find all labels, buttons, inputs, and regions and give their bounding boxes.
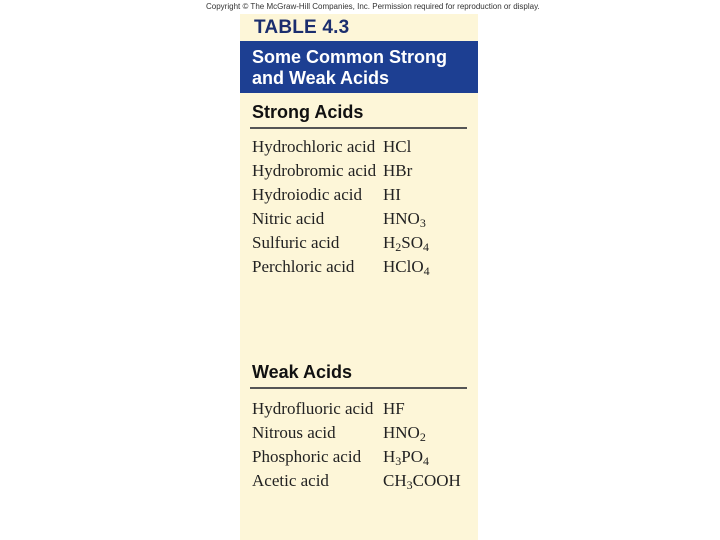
acid-formula: HClO$_4$	[383, 257, 430, 278]
acid-name: Perchloric acid	[252, 257, 355, 276]
copyright-notice: Copyright © The McGraw-Hill Companies, Inc. Permission required for reproduction or display.	[206, 2, 540, 11]
acid-formula: $H_2SO_4$	[383, 233, 430, 254]
acid-name: Acetic acid	[252, 471, 329, 490]
acid-formula: HI	[383, 185, 401, 204]
table-title: Some Common Strong and Weak Acids	[252, 47, 448, 88]
strong-acids-rule	[250, 127, 467, 129]
weak-acids-rule	[250, 387, 467, 389]
table-row	[252, 422, 472, 444]
acid-name: Hydrobromic acid	[252, 161, 377, 180]
acid-formula: HF	[383, 399, 405, 418]
strong-acids-heading: Strong Acids	[252, 102, 364, 122]
acid-formula: $H_3PO_4$	[383, 447, 430, 468]
strong-acids-list	[252, 136, 472, 280]
table-row	[252, 398, 472, 420]
table-row	[252, 470, 472, 492]
weak-acids-heading: Weak Acids	[252, 362, 353, 382]
acid-name: Nitric acid	[252, 209, 325, 228]
weak-acids-list	[252, 398, 472, 494]
acid-name: Hydroiodic acid	[252, 185, 362, 204]
acid-formula: HBr	[383, 161, 413, 180]
table-row	[252, 208, 472, 230]
acid-formula: $HNO_3$	[383, 209, 426, 230]
acid-formula: $CH_3COOH$	[383, 471, 461, 492]
acid-formula: HCl	[383, 137, 412, 156]
acid-name: Sulfuric acid	[252, 233, 340, 252]
table-row	[252, 136, 472, 158]
table-row	[252, 184, 472, 206]
acid-name: Hydrochloric acid	[252, 137, 376, 156]
table-row	[252, 160, 472, 182]
table-row	[252, 256, 472, 278]
table-row	[252, 232, 472, 254]
table-number: TABLE 4.3	[254, 17, 350, 38]
acid-name: Hydrofluoric acid	[252, 399, 374, 418]
acid-name: Nitrous acid	[252, 423, 336, 442]
acid-table-panel	[240, 14, 478, 540]
acid-name: Phosphoric acid	[252, 447, 362, 466]
table-title-bar	[240, 41, 478, 93]
acid-formula: $HNO_2$	[383, 423, 426, 444]
table-row	[252, 446, 472, 468]
